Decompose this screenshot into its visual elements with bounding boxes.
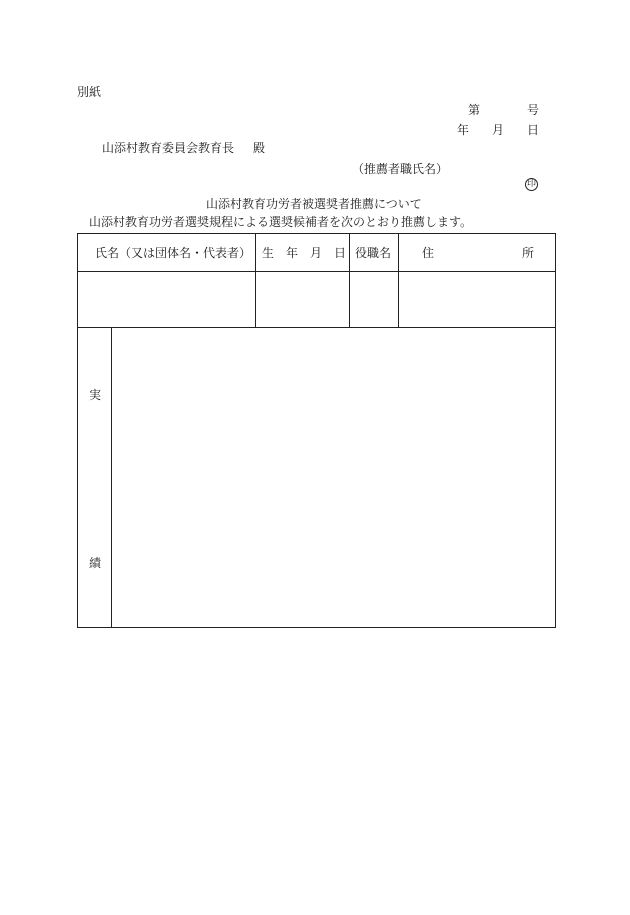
col-header-birth-1: 生 <box>262 246 275 260</box>
date-month-label: 月 <box>492 123 505 137</box>
achievements-label-2: 績 <box>89 556 102 570</box>
achievements-label-1: 実 <box>89 388 102 402</box>
col-header-name: 氏名（又は団体名・代表者） <box>95 246 252 260</box>
recommender-label: （推薦者職氏名） <box>352 162 449 176</box>
seal-char: 印 <box>526 179 536 189</box>
document-number-suffix: 号 <box>527 103 540 117</box>
recommendation-form-table <box>77 233 556 628</box>
document-number-prefix: 第 <box>468 103 481 117</box>
col-header-address-2: 所 <box>522 246 535 260</box>
honorific: 殿 <box>253 141 266 155</box>
col-header-birth-4: 日 <box>334 246 347 260</box>
achievements-content-cell[interactable] <box>112 328 555 627</box>
date-year-label: 年 <box>457 123 470 137</box>
col-header-position: 役職名 <box>355 246 392 260</box>
document-title: 山添村教育功労者被選奨者推薦について <box>206 197 422 211</box>
entry-birthdate-cell[interactable] <box>256 272 349 327</box>
document-intro: 山添村教育功労者選奨規程による選奨候補者を次のとおり推薦します。 <box>89 215 473 229</box>
col-header-birth-2: 年 <box>286 246 299 260</box>
date-day-label: 日 <box>527 123 540 137</box>
seal-mark <box>525 178 538 191</box>
col-header-birth-3: 月 <box>310 246 323 260</box>
entry-name-cell[interactable] <box>78 272 255 327</box>
addressee: 山添村教育委員会教育長 <box>102 141 235 155</box>
entry-position-cell[interactable] <box>350 272 398 327</box>
attachment-label: 別紙 <box>77 85 102 99</box>
entry-address-cell[interactable] <box>399 272 555 327</box>
col-header-address-1: 住 <box>422 246 435 260</box>
